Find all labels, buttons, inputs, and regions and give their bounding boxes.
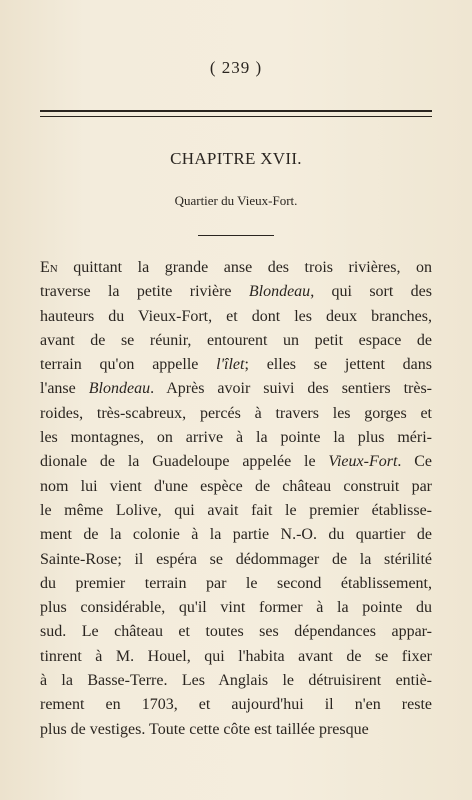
text-segment: le même Lolive, qui avait fait le premier établisse- [40, 501, 432, 519]
text-line [40, 256, 432, 280]
italic-term: Blondeau [88, 380, 151, 398]
drop-word: En [40, 259, 58, 276]
text-line [40, 669, 432, 693]
text-segment: quittant la grande anse des trois rivières, on [57, 259, 432, 276]
text-line [40, 693, 432, 717]
text-segment: les montagnes, on arrive à la pointe la plus méri- [40, 429, 432, 447]
text-line [40, 402, 432, 426]
text-segment: , qui sort des [310, 283, 432, 301]
text-segment: tinrent à M. Houel, qui l'habita avant de se fixer [40, 647, 432, 665]
text-segment: plus considérable, qu'il vint former à la pointe du [40, 599, 432, 617]
text-line [40, 280, 432, 304]
text-segment: traverse la petite rivière [40, 283, 249, 301]
text-line [40, 499, 432, 523]
text-segment: dionale de la Guadeloupe appelée le [40, 453, 329, 471]
text-line [40, 596, 432, 620]
text-line [40, 645, 432, 669]
text-line [40, 329, 432, 353]
text-segment: nom lui vient d'une espèce de château construit par [40, 477, 432, 495]
text-line [40, 353, 432, 377]
separator-rule [198, 235, 274, 236]
text-segment: hauteurs du Vieux-Fort, et dont les deux branches, [40, 307, 432, 325]
text-line [40, 548, 432, 572]
text-segment: ment de la colonie à la partie N.-O. du quartier de [40, 526, 432, 544]
text-line [40, 523, 432, 547]
text-segment: . Après avoir suivi des sentiers très- [150, 380, 433, 398]
text-line [40, 475, 432, 499]
text-line [40, 718, 432, 742]
text-segment: plus de vestiges. Toute cette côte est taillée presque [40, 720, 369, 738]
italic-term: l'îlet [216, 356, 245, 374]
text-line [40, 377, 432, 401]
text-segment: . Ce [397, 453, 432, 471]
text-segment: Sainte-Rose; il espéra se dédommager de la stérilité [40, 550, 432, 568]
chapter-subtitle: Quartier du Vieux-Fort. [174, 193, 298, 208]
text-line [40, 572, 432, 596]
text-line [40, 426, 432, 450]
text-segment: à la Basse-Terre. Les Anglais le détruisirent entiè- [40, 672, 432, 690]
header-double-rule [40, 110, 432, 117]
text-segment: l'anse [40, 380, 89, 398]
italic-term: Blondeau [248, 283, 311, 301]
body-paragraph [40, 256, 432, 742]
text-segment: du premier terrain par le second établissement, [40, 574, 432, 592]
text-line [40, 450, 432, 474]
chapter-title: CHAPITRE XVII. [170, 149, 302, 168]
text-segment: terrain qu'on appelle [40, 356, 217, 374]
text-segment: ; elles se jettent dans [244, 356, 433, 374]
italic-term: Vieux-Fort [328, 453, 398, 471]
text-segment: roides, très-scabreux, percés à travers les gorges et [40, 404, 432, 422]
text-segment: rement en 1703, et aujourd'hui il n'en reste [40, 696, 432, 714]
text-segment: sud. Le château et toutes ses dépendances appar- [40, 623, 432, 641]
text-segment: avant de se réunir, entourent un petit espace de [40, 331, 432, 349]
text-line [40, 620, 432, 644]
page-number: ( 239 ) [209, 58, 263, 77]
text-line [40, 305, 432, 329]
